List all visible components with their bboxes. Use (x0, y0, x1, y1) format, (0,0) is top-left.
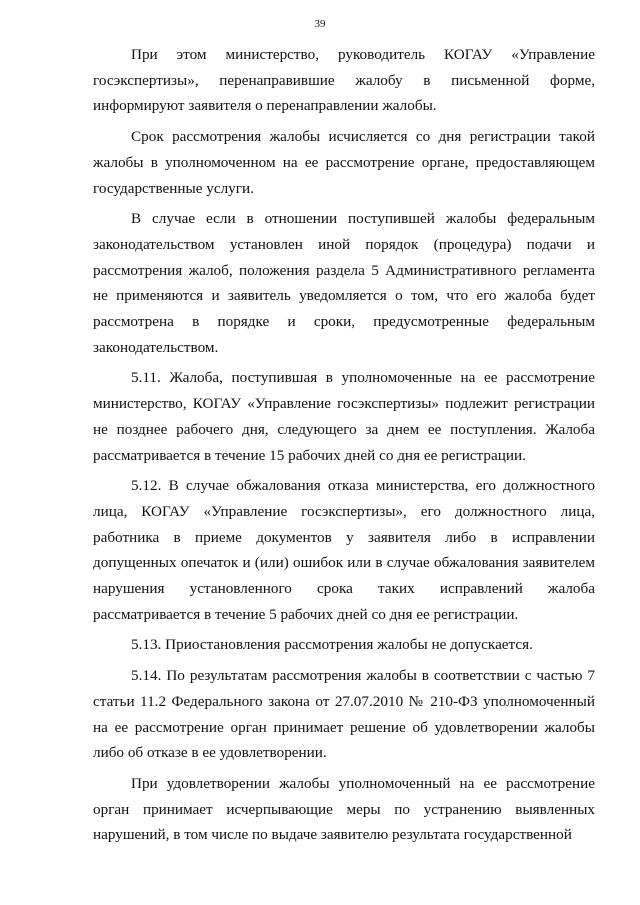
paragraph-redirect-notice: При этом министерство, руководитель КОГАУ «Управление госэкспертизы», перенаправившие жалобу в письменной форме, информируют заявителя о перенаправлении жалобы. (93, 46, 595, 115)
paragraph-review-term-start: Срок рассмотрения жалобы исчисляется со дня регистрации такой жалобы в уполномоченном на ее рассмотрение органе, предоставляющем государственные услуги. (93, 128, 595, 197)
paragraph-5-12: 5.12. В случае обжалования отказа министерства, его должностного лица, КОГАУ «Управление госэкспертизы», его должностного лица, работника в приеме документов у заявителя либо в исправлении допущенных опечаток и (или) ошибок или в случае обжалования заявителем нарушения установленного срока таких исправлений жалоба рассматривается в течение 5 рабочих дней со дня ее регистрации. (93, 477, 595, 623)
paragraph-5-14: 5.14. По результатам рассмотрения жалобы в соответствии с частью 7 статьи 11.2 Федерального закона от 27.07.2010 № 210-ФЗ уполномоченный на ее рассмотрение орган принимает решение об удовлетворении жалобы либо об отказе в ее удовлетворении. (93, 667, 595, 762)
paragraph-satisfaction-measures: При удовлетворении жалобы уполномоченный на ее рассмотрение орган принимает исчерпывающие меры по устранению выявленных нарушений, в том числе по выдаче заявителю результата государственной (93, 774, 595, 844)
page-number: 39 (314, 18, 326, 30)
paragraph-federal-procedure: В случае если в отношении поступившей жалобы федеральным законодательством установлен иной порядок (процедура) подачи и рассмотрения жалоб, положения раздела 5 Административного регламента не применяются и заявитель уведомляется о том, что его жалоба будет рассмотрена в порядке и сроки, предусмотренные федеральным законодательством. (93, 210, 595, 356)
paragraph-5-11: 5.11. Жалоба, поступившая в уполномоченные на ее рассмотрение министерство, КОГАУ «Управление госэкспертизы» подлежит регистрации не позднее рабочего дня, следующего за днем ее поступления. Жалоба рассматривается в течение 15 рабочих дней со дня ее регистрации. (93, 369, 595, 464)
body-text (93, 42, 595, 853)
paragraph-5-13: 5.13. Приостановления рассмотрения жалобы не допускается. (131, 636, 533, 654)
